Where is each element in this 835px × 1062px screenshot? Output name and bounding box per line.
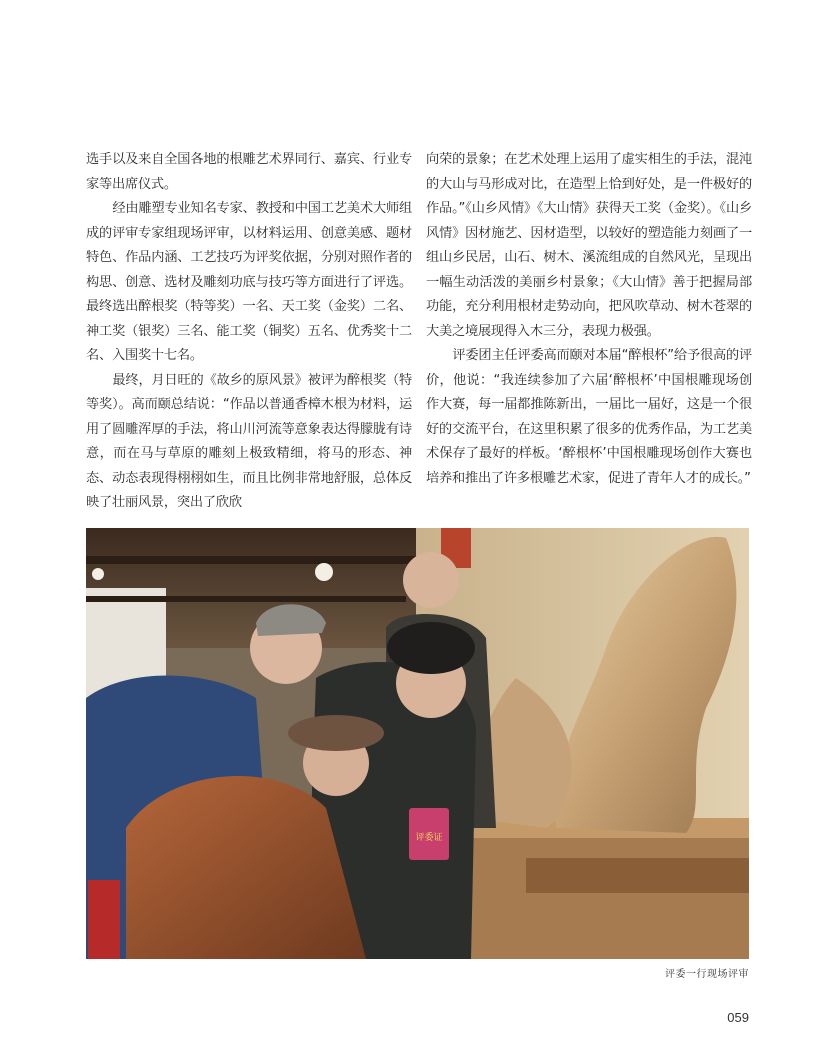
paragraph: 选手以及来自全国各地的根雕艺术界同行、嘉宾、行业专家等出席仪式。 — [86, 152, 412, 192]
badge-label: 评委证 — [415, 833, 443, 843]
page-number: 059 — [727, 1010, 749, 1025]
photo-caption: 评委一行现场评审 — [665, 969, 749, 980]
article-right-column — [426, 148, 752, 491]
paragraph: 向荣的景象；在艺术处理上运用了虚实相生的手法，混沌的大山与马形成对比，在造型上恰到好处，是一件极好的作品。”《山乡风情》《大山情》获得天工奖（金奖）。《山乡风情》因材施艺、因材造型，以较好的塑造能力刻画了一组山乡民居，山石、树木、溪流组成的自然风光，呈现出一幅生动活泼的美丽乡村景象；《大山情》善于把握局部功能，充分利用根材走势动向，把风吹草动、树木苍翠的大美之境展现得入木三分，表现力极强。 — [426, 152, 752, 339]
judges-photo — [86, 528, 749, 959]
paragraph: 最终，月日旺的《故乡的原风景》被评为醉根奖（特等奖）。高而颐总结说：“作品以普通香樟木根为材料，运用了圆雕浑厚的手法，将山川河流等意象表达得朦胧有诗意，而在马与草原的雕刻上极致精细，将马的形态、神态、动态表现得栩栩如生，而且比例非常地舒服，总体反映了壮丽风景，突出了欣欣 — [86, 372, 412, 510]
article-left-column — [86, 148, 412, 516]
paragraph: 经由雕塑专业知名专家、教授和中国工艺美术大师组成的评审专家组现场评审，以材料运用、创意美感、题材特色、作品内涵、工艺技巧为评奖依据，分别对照作者的构思、创意、选材及雕刻功底与技巧等方面进行了评选。最终选出醉根奖（特等奖）一名、天工奖（金奖）二名、神工奖（银奖）三名、能工奖（铜奖）五名、优秀奖十二名、入围奖十七名。 — [86, 201, 412, 363]
paragraph: 评委团主任评委高而颐对本届“醉根杯”给予很高的评价，他说：“我连续参加了六届‘醉根杯’中国根雕现场创作大赛，每一届都推陈新出，一届比一届好，这是一个很好的交流平台，在这里积累了很多的优秀作品，为工艺美术保存了最好的样板。‘醉根杯’中国根雕现场创作大赛也培养和推出了许多根雕艺术家，促进了青年人才的成长。” — [426, 348, 752, 486]
